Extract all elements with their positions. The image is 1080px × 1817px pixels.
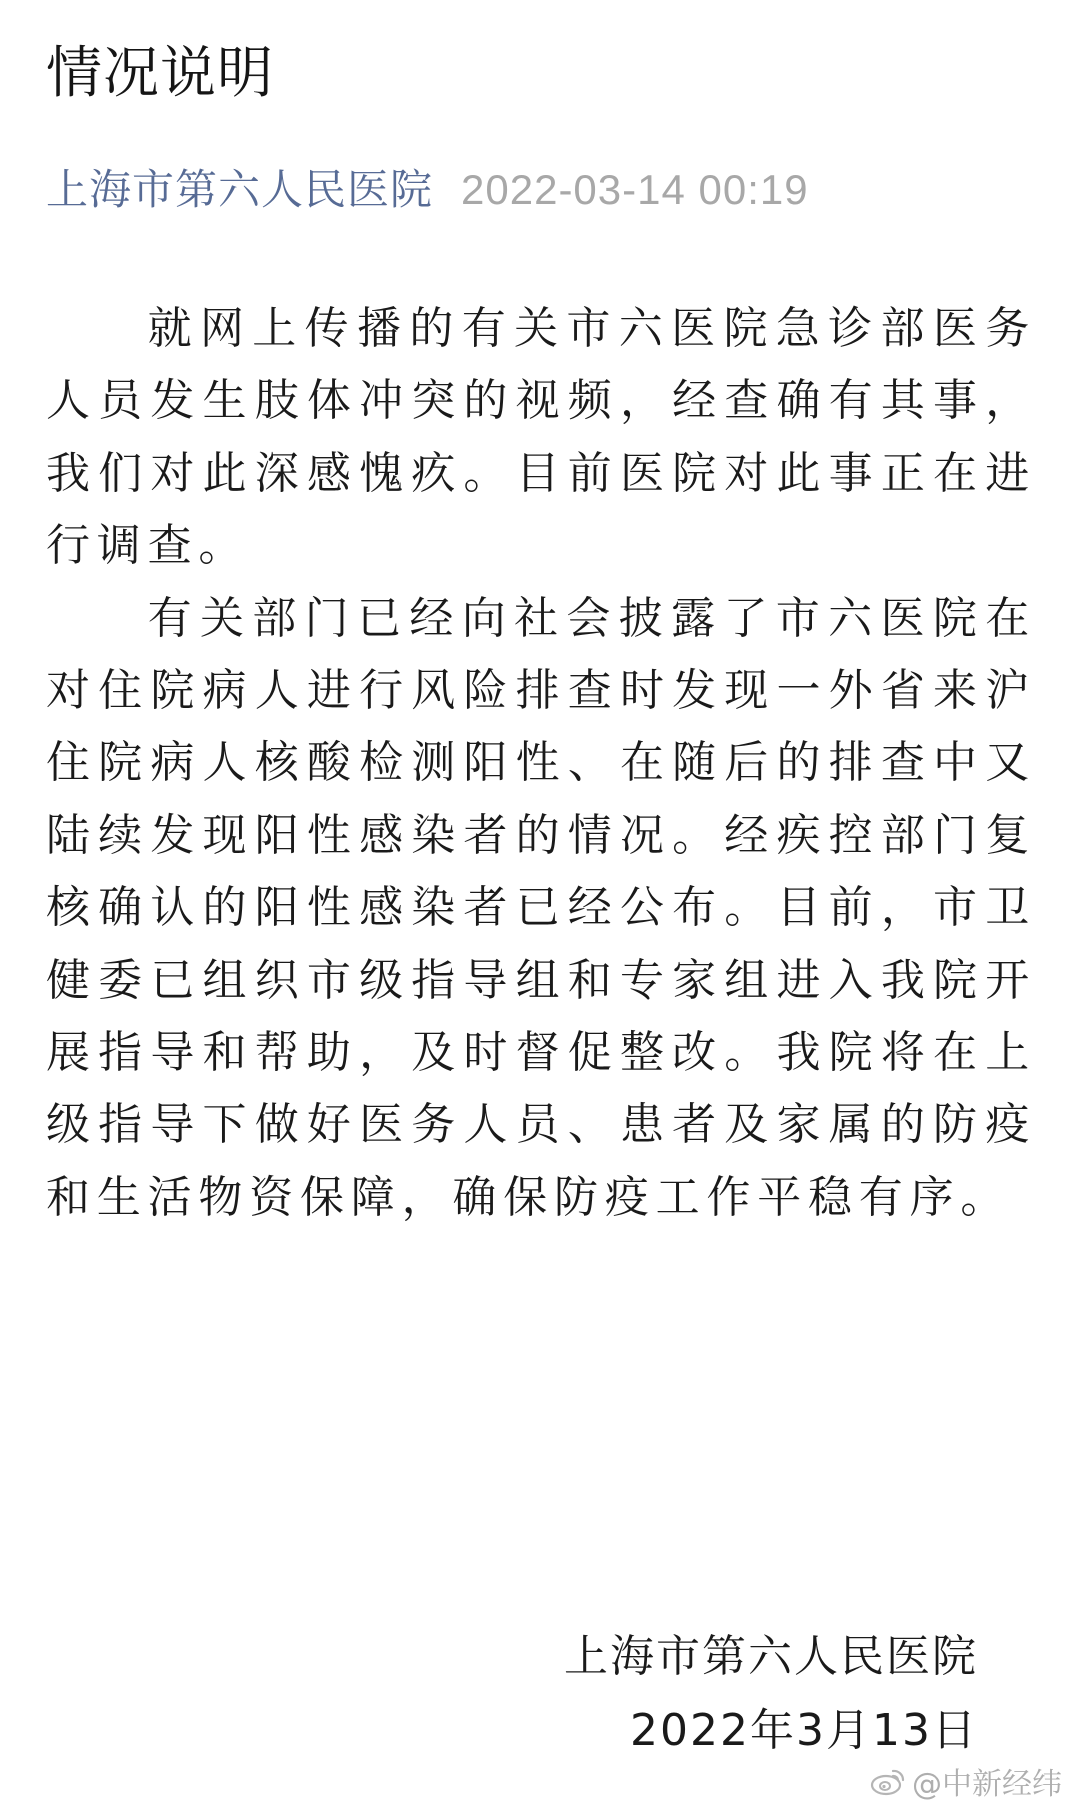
weibo-icon — [870, 1766, 906, 1796]
article-body — [46, 293, 1036, 1234]
signature-date: 2022年3月13日 — [630, 1705, 978, 1756]
article-meta — [46, 160, 809, 220]
watermark-text: @中新经纬 — [912, 1767, 1062, 1802]
account-name-link[interactable]: 上海市第六人民医院 — [46, 165, 434, 214]
paragraph: 就网上传播的有关市六医院急诊部医务人员发生肢体冲突的视频，经查确有其事，我们对此深感愧疚。目前医院对此事正在进行调查。 — [46, 303, 1036, 572]
article-title: 情况说明 — [46, 41, 274, 106]
watermark — [870, 1759, 1062, 1803]
signature-org: 上海市第六人民医院 — [564, 1631, 978, 1682]
signature-block — [564, 1620, 978, 1768]
article — [46, 0, 1036, 1817]
publish-time: 2022-03-14 00:19 — [461, 166, 809, 213]
paragraph: 有关部门已经向社会披露了市六医院在对住院病人进行风险排查时发现一外省来沪住院病人核酸检测阳性、在随后的排查中又陆续发现阳性感染者的情况。经疾控部门复核确认的阳性感染者已经公布。目前，市卫健委已组织市级指导组和专家组进入我院开展指导和帮助，及时督促整改。我院将在上级指导下做好医务人员、患者及家属的防疫和生活物资保障，确保防疫工作平稳有序。 — [46, 592, 1036, 1223]
